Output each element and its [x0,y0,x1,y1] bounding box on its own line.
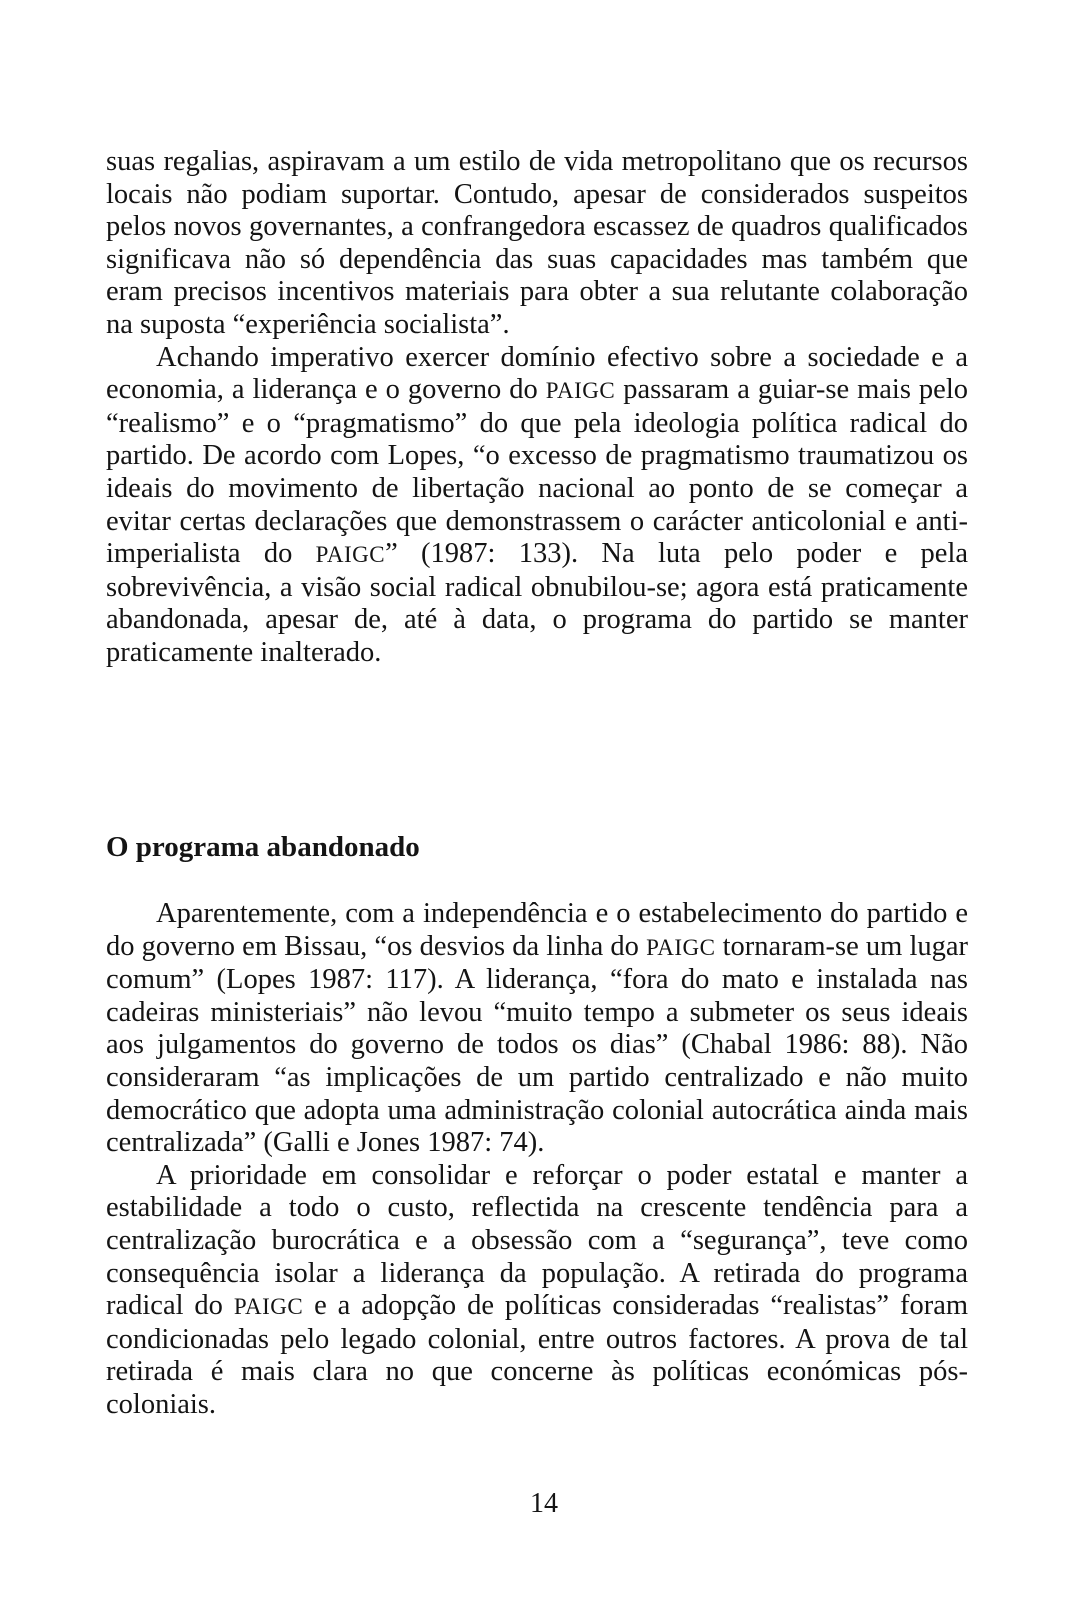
party-acronym: PAIGC [646,934,716,960]
body-text-bottom [106,898,968,1422]
paragraph-4: A prioridade em consolidar e reforçar o poder estatal e manter a estabilidade a todo o custo, reflectida na crescente tendência para a centralização burocrática e a obsessão com a “segurança”, teve como consequência isolar a liderança da população. A retirada do programa radical do PAIGC e a adopção de políticas consideradas “realistas” foram condicionadas pelo legado colonial, entre outros factores. A prova de tal retirada é mais clara no que concerne às políticas económicas pós-coloniais. [106,1159,969,1420]
page-number: 14 [530,1488,558,1519]
paragraph-2: Achando imperativo exercer domínio efectivo sobre a sociedade e a economia, a liderança e o governo do PAIGC passaram a guiar-se mais pelo “realismo” e o “pragmatismo” do que pela ideologia política radical do partido. De acordo com Lopes, “o excesso de pragmatismo traumatizou os ideais do movimento de libertação nacional ao ponto de se começar a evitar certas declarações que demonstrassem o carácter anticolonial e anti-imperialista do PAIGC” (1987: 133). Na luta pelo poder e pela sobrevivência, a visão social radical obnubilou-se; agora está praticamente abandonada, apesar de, até à data, o programa do partido se manter praticamente inalterado. [106,341,969,668]
party-acronym: PAIGC [315,542,386,568]
paragraph-3: Aparentemente, com a independência e o estabelecimento do partido e do governo em Bissau, “os desvios da linha do PAIGC tornaram-se um lugar comum” (Lopes 1987: 117). A liderança, “fora do mato e instalada nas cadeiras ministeriais” não levou “muito tempo a submeter os seus ideais aos julgamentos do governo de todos os dias” (Chabal 1986: 88). Não consideraram “as implicações de um partido centralizado e não muito democrático que adopta uma administração colonial autocrática ainda mais centralizada” (Galli e Jones 1987: 74). [106,898,969,1159]
section-heading: O programa abandonado [106,831,420,863]
paragraph-1: suas regalias, aspiravam a um estilo de vida metropolitano que os recursos locais não podiam suportar. Contudo, apesar de considerados suspeitos pelos novos governantes, a confrangedora escassez de quadros qualificados significava não só dependência das suas capacidades mas também que eram precisos incentivos materiais para obter a sua relutante colaboração na suposta “experiência socialista”. [106,146,968,340]
party-acronym: PAIGC [545,378,616,404]
body-text-top [106,146,968,670]
party-acronym: PAIGC [233,1294,304,1320]
